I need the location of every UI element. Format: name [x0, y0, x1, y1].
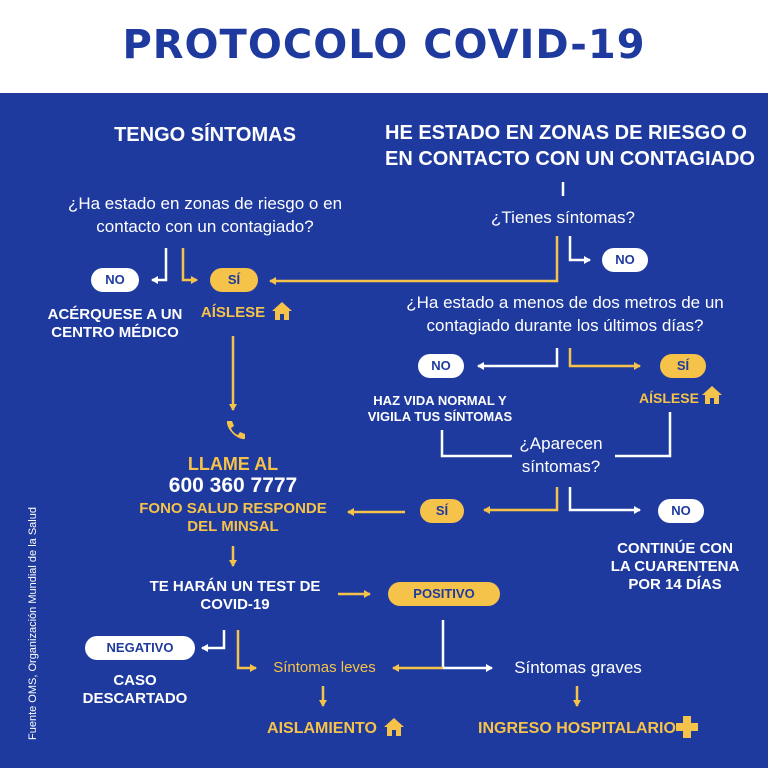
source-note: Fuente OMS, Organización Mundial de la Salud	[27, 507, 39, 740]
negativo-badge: NEGATIVO	[85, 636, 195, 660]
right-si-badge-3: SÍ	[420, 499, 464, 523]
arrow-icon	[270, 236, 557, 281]
right-si-badge-2: SÍ	[660, 354, 706, 378]
sintomas-leves: Síntomas leves	[273, 659, 376, 676]
dos-metros-line1: ¿Ha estado a menos de dos metros de un	[406, 293, 724, 312]
aislamiento-label: AISLAMIENTO	[267, 720, 377, 737]
ingreso-hospitalario-label: INGRESO HOSPITALARIO	[478, 720, 676, 737]
dos-metros-line2: contagiado durante los últimos días?	[426, 316, 704, 335]
right-no-badge-3: NO	[658, 499, 704, 523]
left-question-line2: contacto con un contagiado?	[96, 217, 314, 236]
cuarentena-line2: LA CUARENTENA	[610, 558, 740, 575]
arrow-icon	[570, 487, 640, 510]
arrow-icon	[238, 630, 256, 668]
page-title: PROTOCOLO COVID-19	[122, 22, 646, 68]
arrow-icon	[152, 248, 166, 280]
caso-line2: DESCARTADO	[82, 690, 188, 707]
house-icon	[272, 302, 292, 320]
right-no-badge-2: NO	[418, 354, 464, 378]
right-no-badge-1: NO	[602, 248, 648, 272]
positivo-badge: POSITIVO	[388, 582, 500, 606]
aislese-right: AÍSLESE	[639, 390, 699, 406]
sintomas-graves: Síntomas graves	[514, 658, 642, 677]
aparecen-line2: síntomas?	[521, 457, 601, 476]
left-question-line1: ¿Ha estado en zonas de riesgo o en	[67, 194, 343, 213]
cuarentena-line1: CONTINÚE CON	[617, 540, 733, 557]
left-heading: TENGO SÍNTOMAS	[114, 124, 296, 146]
aparecen-line1: ¿Aparecen	[519, 434, 603, 453]
house-icon	[384, 718, 404, 736]
aislese-left: AÍSLESE	[200, 304, 266, 321]
phone-number: 600 360 7777	[168, 474, 298, 497]
acerquese-line2: CENTRO MÉDICO	[51, 324, 179, 341]
right-heading-line1: HE ESTADO EN ZONAS DE RIESGO O	[385, 122, 747, 144]
arrow-icon	[570, 348, 640, 366]
tienes-sintomas-question: ¿Tienes síntomas?	[491, 208, 635, 227]
cross-icon	[676, 716, 698, 738]
house-icon	[702, 386, 722, 404]
arrow-icon	[183, 248, 197, 280]
llame-al: LLAME AL	[187, 454, 279, 474]
left-no-badge: NO	[91, 268, 139, 292]
phone-icon	[227, 421, 245, 439]
acerquese-line1: ACÉRQUESE A UN	[47, 306, 183, 323]
arrow-icon	[202, 630, 224, 648]
cuarentena-line3: POR 14 DÍAS	[628, 576, 722, 593]
test-line2: COVID-19	[200, 596, 270, 613]
right-heading-line2: EN CONTACTO CON UN CONTAGIADO	[385, 148, 755, 170]
vida-normal-line2: VIGILA TUS SÍNTOMAS	[367, 409, 513, 424]
test-line1: TE HARÁN UN TEST DE	[149, 578, 321, 595]
arrow-icon	[484, 487, 557, 510]
fono-salud-line2: DEL MINSAL	[187, 518, 279, 535]
caso-line1: CASO	[113, 672, 157, 689]
arrow-icon	[478, 348, 557, 366]
vida-normal-line1: HAZ VIDA NORMAL Y	[373, 393, 507, 408]
left-si-badge: SÍ	[210, 268, 258, 292]
arrow-icon	[570, 236, 590, 260]
fono-salud-line1: FONO SALUD RESPONDE	[139, 500, 327, 517]
